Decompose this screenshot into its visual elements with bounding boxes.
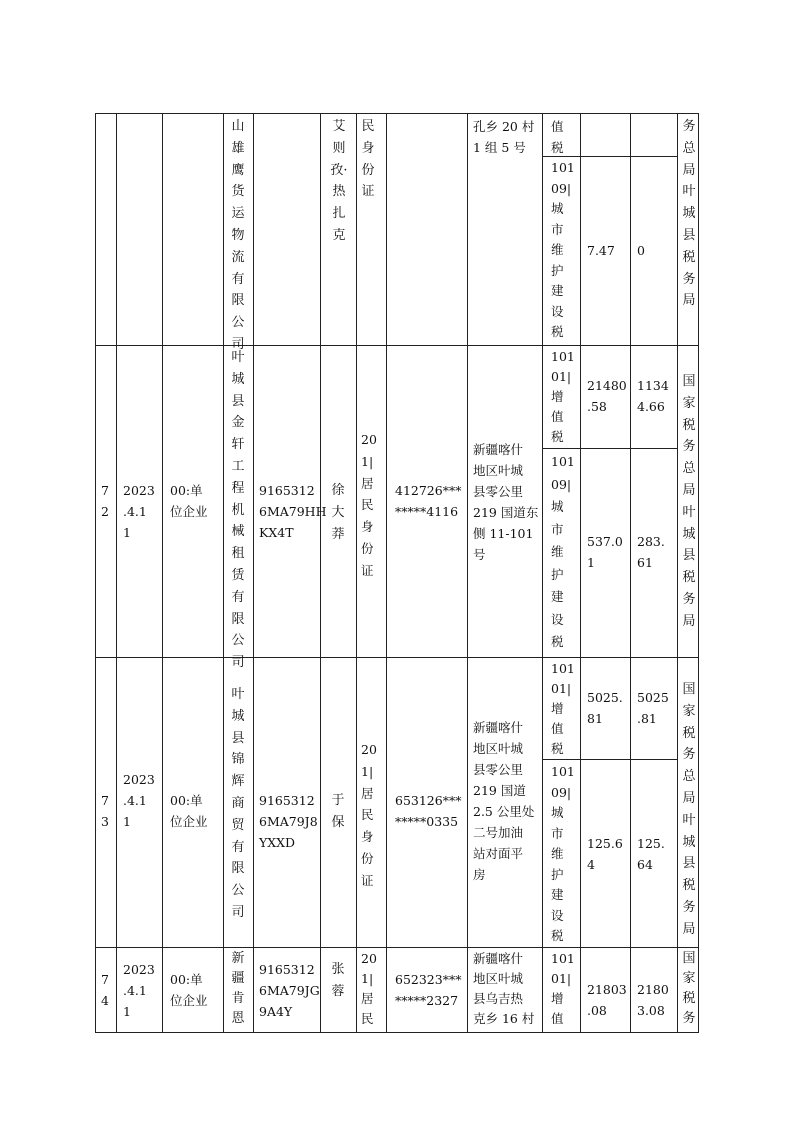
tax-authority-cell: 国 家 税 务 总 局 叶 城 县 税 务 局: [682, 682, 696, 937]
taxpayer-type-cell: 00:单 位企业: [170, 483, 208, 519]
credit-code-cell: 9165312 6MA79J8 YXXD: [259, 793, 318, 850]
table-rule: [95, 657, 699, 658]
tax-paid-cell: 5025 .81: [637, 690, 669, 726]
id-type-cell: 20 1| 居 民: [361, 951, 377, 1026]
table-rule: [580, 113, 581, 1033]
date-cell: 2023 .4.1 1: [123, 962, 155, 1019]
taxpayer-type-cell: 00:单 位企业: [170, 972, 208, 1008]
table-rule: [542, 113, 543, 1033]
company-name-cell: 叶 城 县 金 轩 工 程 机 械 租 赁 有 限 公 司: [231, 350, 245, 671]
tax-paid-cell: 125. 64: [637, 836, 665, 872]
id-number-cell: 653126*** *****0335: [395, 793, 462, 829]
tax-amount-cell: 7.47: [587, 243, 615, 258]
table-rule: [542, 759, 677, 760]
tax-amount-cell: 125.6 4: [587, 836, 623, 872]
table-rule: [467, 113, 468, 1033]
company-name-cell: 叶 城 县 锦 辉 商 贸 有 限 公 司: [231, 687, 245, 920]
tax-authority-cell: 务 总 局 叶 城 县 税 务 局: [682, 119, 696, 309]
tax-amount-cell: 537.0 1: [587, 534, 623, 570]
address-cell: 新疆喀什 地区叶城 县零公里 219 国道东 侧 11-101 号: [473, 442, 539, 562]
tax-authority-cell: 国 家 税 务 总 局 叶 城 县 税 务 局: [682, 374, 696, 629]
contact-person-cell: 艾 则 孜· 热 扎 克: [330, 119, 348, 243]
company-name-cell: 山 雄 鹰 货 运 物 流 有 限 公 司: [231, 119, 245, 352]
id-number-cell: 412726*** *****4116: [395, 483, 462, 519]
tax-authority-cell: 国 家 税 务: [682, 951, 696, 1026]
tax-item-cell: 值 税: [551, 119, 564, 155]
address-cell: 孔乡 20 村 1 组 5 号: [473, 119, 535, 155]
id-type-cell: 20 1| 居 民 身 份 证: [361, 742, 377, 888]
table-rule: [223, 113, 224, 1033]
tax-item-cell: 101 01| 增 值: [551, 951, 575, 1026]
table-rule: [95, 1032, 699, 1033]
table-rule: [253, 113, 254, 1033]
table-rule: [95, 345, 699, 346]
tax-item-cell: 101 09| 城 市 维 护 建 设 税: [551, 454, 575, 649]
tax-amount-cell: 5025. 81: [587, 690, 623, 726]
id-number-cell: 652323*** *****2327: [395, 972, 462, 1008]
table-rule: [386, 113, 387, 1033]
row-number-cell: 7 3: [101, 793, 109, 829]
tax-amount-cell: 21803 .08: [587, 982, 627, 1018]
table-rule: [320, 113, 321, 1033]
table-rule: [162, 113, 163, 1033]
tax-item-cell: 101 09| 城 市 维 护 建 设 税: [551, 160, 575, 339]
tax-item-cell: 101 01| 增 值 税: [551, 349, 575, 444]
tax-paid-cell: 1134 4.66: [637, 378, 669, 414]
table-rule: [95, 113, 699, 114]
table-rule: [116, 113, 117, 1033]
credit-code-cell: 9165312 6MA79HH KX4T: [259, 483, 327, 540]
date-cell: 2023 .4.1 1: [123, 483, 155, 540]
address-cell: 新疆喀什 地区叶城 县零公里 219 国道 2.5 公里处 二号加油 站对面平 房: [473, 720, 535, 882]
table-rule: [356, 113, 357, 1033]
tax-record-table: [95, 113, 699, 1033]
table-rule: [542, 448, 677, 449]
tax-paid-cell: 283. 61: [637, 534, 665, 570]
table-rule: [630, 113, 631, 1033]
row-number-cell: 7 2: [101, 483, 109, 519]
date-cell: 2023 .4.1 1: [123, 772, 155, 829]
tax-amount-cell: 21480 .58: [587, 378, 627, 414]
taxpayer-type-cell: 00:单 位企业: [170, 793, 208, 829]
tax-paid-cell: 0: [637, 243, 645, 258]
credit-code-cell: 9165312 6MA79JG 9A4Y: [259, 962, 320, 1019]
tax-paid-cell: 2180 3.08: [637, 982, 669, 1018]
company-name-cell: 新 疆 肯 恩: [231, 951, 245, 1026]
table-rule: [95, 947, 699, 948]
contact-person-cell: 徐 大 莽: [331, 483, 345, 542]
table-rule: [95, 113, 96, 1033]
table-rule: [677, 113, 678, 1033]
contact-person-cell: 于 保: [331, 793, 345, 830]
contact-person-cell: 张 蓉: [331, 962, 345, 999]
tax-item-cell: 101 09| 城 市 维 护 建 设 税: [551, 764, 575, 943]
table-rule: [698, 113, 699, 1033]
tax-item-cell: 101 01| 增 值 税: [551, 661, 575, 756]
row-number-cell: 7 4: [101, 972, 109, 1008]
id-type-cell: 20 1| 居 民 身 份 证: [361, 432, 377, 578]
address-cell: 新疆喀什 地区叶城 县乌吉热 克乡 16 村: [473, 951, 535, 1026]
id-type-cell: 民 身 份 证: [361, 119, 375, 200]
